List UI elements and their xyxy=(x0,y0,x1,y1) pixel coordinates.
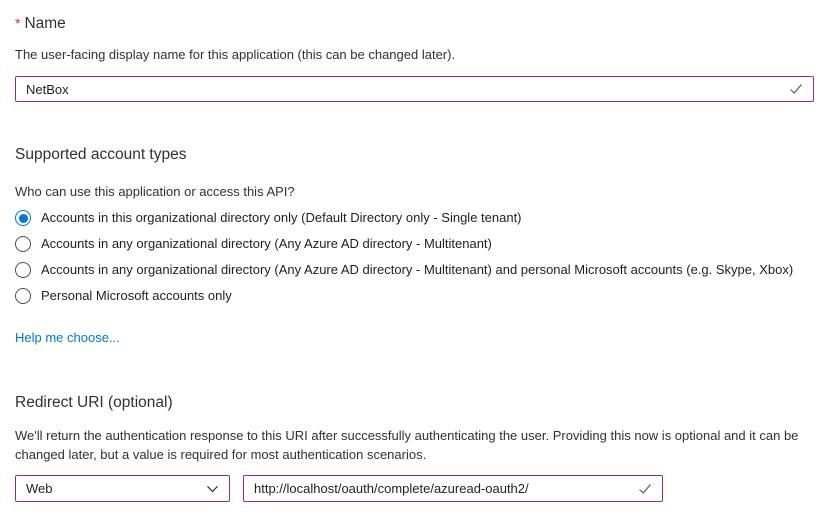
name-section-title xyxy=(15,13,814,34)
name-input[interactable] xyxy=(16,77,813,101)
radio-option-label: Personal Microsoft accounts only xyxy=(41,288,232,303)
chevron-down-icon xyxy=(205,481,220,496)
radio-option-label: Accounts in any organizational directory (Any Azure AD directory - Multitenant) xyxy=(41,236,492,251)
redirect-uri-row xyxy=(15,475,814,502)
redirect-uri-input-box xyxy=(243,475,663,502)
platform-select[interactable] xyxy=(15,475,230,502)
radio-option-multitenant[interactable] xyxy=(15,231,814,257)
account-types-radio-group xyxy=(15,205,814,309)
radio-option-label: Accounts in this organizational directory only (Default Directory only - Single tenant) xyxy=(41,210,522,225)
name-label: Name xyxy=(24,15,66,32)
redirect-uri-description: We'll return the authentication response to this URI after successfully authenticating the user. Providing this now is optional and it can be changed later, but a value is required for most authentication scenarios. xyxy=(15,428,799,462)
radio-option-label: Accounts in any organizational directory (Any Azure AD directory - Multitenant) and personal Microsoft accounts (e.g. Skype, Xbox) xyxy=(41,262,794,277)
checkmark-icon xyxy=(788,81,804,97)
required-asterisk: * xyxy=(15,15,21,31)
radio-unselected-icon xyxy=(15,262,31,278)
radio-unselected-icon xyxy=(15,236,31,252)
radio-option-multitenant-personal[interactable] xyxy=(15,257,814,283)
radio-option-personal-only[interactable] xyxy=(15,283,814,309)
radio-selected-icon xyxy=(15,210,31,226)
radio-unselected-icon xyxy=(15,288,31,304)
name-description: The user-facing display name for this application (this can be changed later). xyxy=(15,47,456,62)
redirect-uri-input[interactable] xyxy=(244,476,662,501)
radio-option-single-tenant[interactable] xyxy=(15,205,814,231)
platform-select-value: Web xyxy=(26,481,53,496)
account-types-title: Supported account types xyxy=(15,146,187,163)
checkmark-icon xyxy=(637,481,653,497)
help-me-choose-link[interactable]: Help me choose... xyxy=(15,330,120,345)
name-input-box xyxy=(15,76,814,102)
account-types-question: Who can use this application or access this API? xyxy=(15,184,295,199)
redirect-uri-title: Redirect URI (optional) xyxy=(15,394,173,411)
